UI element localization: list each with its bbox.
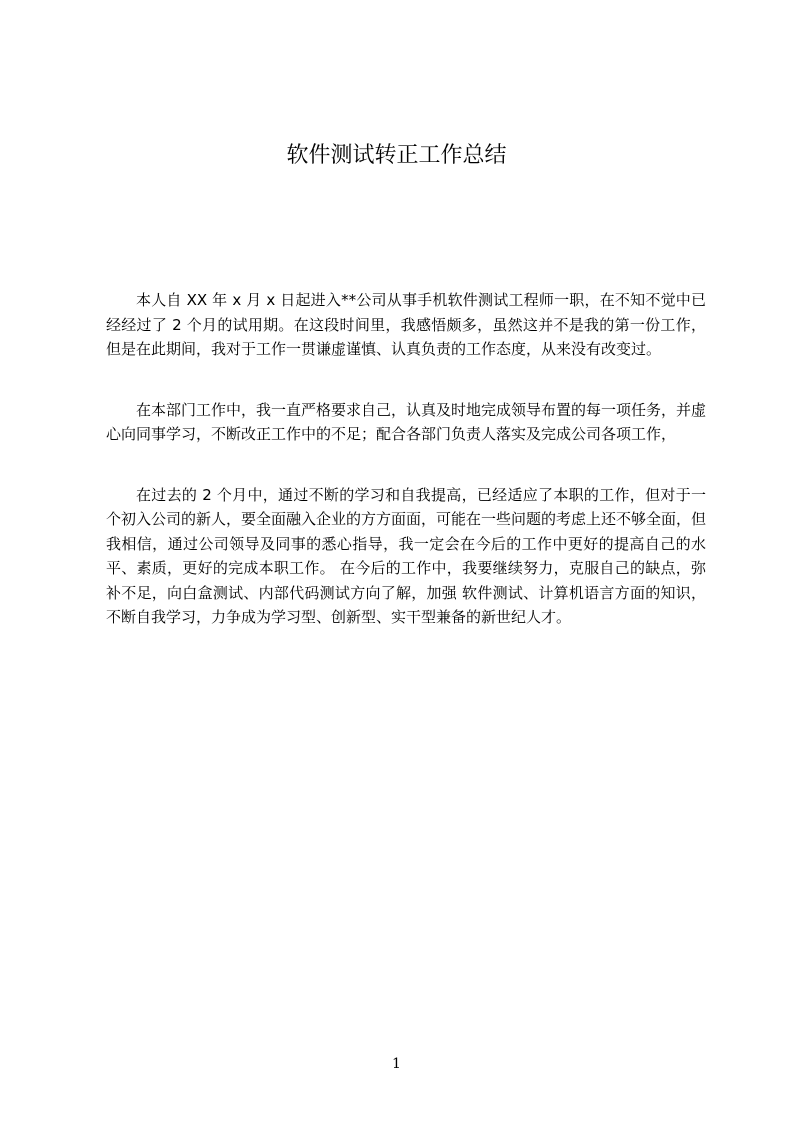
paragraph-1: 本人自 XX 年 x 月 x 日起进入**公司从事手机软件测试工程师一职，在不知不觉中已经经过了 2 个月的试用期。在这段时间里，我感悟颇多，虽然这并不是我的第一份工作，但是在此期间，我对于工作一贯谦虚谨慎、认真负责的工作态度，从来没有改变过。	[106, 291, 706, 358]
document-title: 软件测试转正工作总结	[286, 143, 507, 168]
document-body	[106, 288, 706, 666]
page-number: 1	[392, 1056, 401, 1072]
paragraph-3: 在过去的 2 个月中，通过不断的学习和自我提高，已经适应了本职的工作，但对于一个初入公司的新人，要全面融入企业的方方面面，可能在一些问题的考虑上还不够全面，但我相信，通过公司领导及同事的悉心指导，我一定会在今后的工作中更好的提高自己的水平、素质，更好的完成本职工作。 在今后的工作中，我要继续努力，克服自己的缺点，弥补不足，向白盒测试、内部代码测试方向了解，加强 软件测试、计算机语言方面的知识，不断自我学习，力争成为学习型、创新型、实干型兼备的新世纪人才。	[106, 485, 707, 626]
paragraph-2: 在本部门工作中，我一直严格要求自己，认真及时地完成领导布置的每一项任务，并虚心向同事学习，不断改正工作中的不足；配合各部门负责人落实及完成公司各项工作，	[106, 400, 707, 443]
